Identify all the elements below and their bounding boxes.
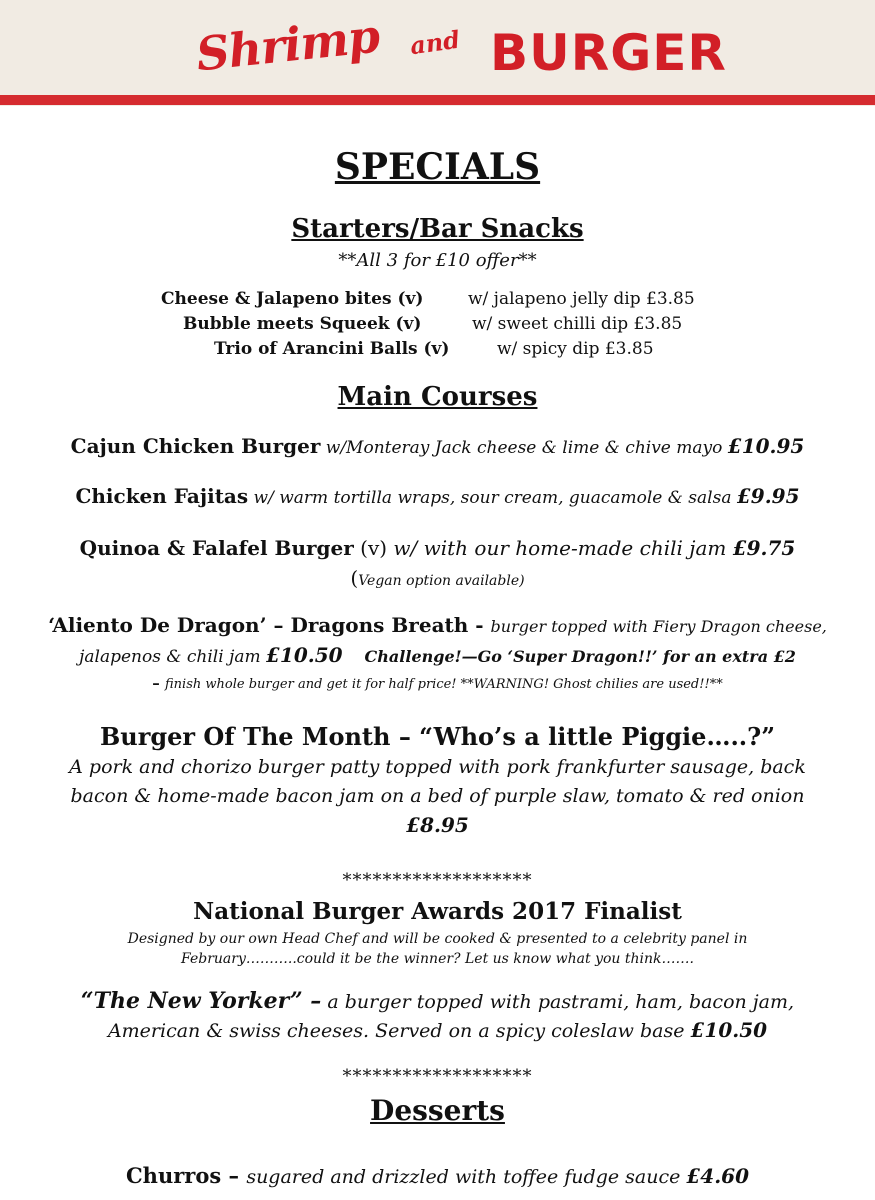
dish-price: £10.95 <box>727 434 805 458</box>
dragon-challenge: Challenge!—Go ‘Super Dragon!!’ for an extra £2 <box>364 647 796 666</box>
starter-dip: w/ sweet chilli dip £3.85 <box>472 314 683 334</box>
starter-item <box>183 314 683 334</box>
menu-item-churros <box>0 1163 875 1188</box>
dish-description: American & swiss cheeses. Served on a spicy coleslaw base <box>107 1020 691 1042</box>
logo-and-text: and <box>408 24 462 61</box>
logo-script-text: Shrimp <box>193 8 382 82</box>
new-yorker-line-2 <box>0 1018 875 1042</box>
menu-item-dragon <box>0 613 875 637</box>
desserts-heading: Desserts <box>370 1094 505 1127</box>
vegan-note-paren: ( <box>350 566 359 590</box>
menu-item-fajitas <box>0 484 875 508</box>
dragon-warning: finish whole burger and get it for half price! **WARNING! Ghost chilies are used!!** <box>165 677 723 692</box>
botm-line-1: A pork and chorizo burger patty topped with pork frankfurter sausage, back <box>69 756 806 778</box>
dish-name: Churros – <box>125 1163 247 1188</box>
starter-dip: w/ jalapeno jelly dip £3.85 <box>468 289 695 309</box>
awards-line-1: Designed by our own Head Chef and will be cooked & presented to a celebrity panel in <box>127 931 748 947</box>
dish-name: Quinoa & Falafel Burger <box>79 536 354 560</box>
header-banner <box>0 0 875 106</box>
starter-item <box>214 339 654 359</box>
dish-price: £4.60 <box>686 1164 750 1188</box>
vegan-note-text: Vegan option available) <box>358 573 525 589</box>
dish-price: £10.50 <box>690 1018 768 1042</box>
dish-price: £9.75 <box>732 536 796 560</box>
mains-heading: Main Courses <box>337 382 538 412</box>
vegetarian-marker: (v) <box>353 536 394 560</box>
menu-item-cajun <box>0 434 875 458</box>
vegan-note <box>0 566 875 590</box>
starter-name: Bubble meets Squeek (v) <box>183 314 422 334</box>
dish-price: £10.50 <box>266 643 343 667</box>
menu-item-quinoa <box>0 536 875 560</box>
header-red-stripe <box>0 95 875 105</box>
dish-description: w/ warm tortilla wraps, sour cream, guacamole & salsa <box>248 488 737 508</box>
starters-heading: Starters/Bar Snacks <box>291 214 584 244</box>
logo-burger-text: BURGER <box>490 24 727 82</box>
menu-item-new-yorker <box>0 988 875 1014</box>
dish-name: “The New Yorker” – <box>80 988 322 1014</box>
divider-stars: ******************* <box>342 1066 533 1087</box>
dish-description: jalapenos & chili jam <box>79 647 266 667</box>
dish-description: burger topped with Fiery Dragon cheese, <box>490 617 827 636</box>
awards-line-2: February………..could it be the winner? Let us know what you think……. <box>181 951 694 967</box>
dish-name: Cajun Chicken Burger <box>70 434 321 458</box>
dragon-line-3 <box>0 673 875 692</box>
awards-heading: National Burger Awards 2017 Finalist <box>193 898 682 925</box>
starter-name: Cheese & Jalapeno bites (v) <box>161 289 424 309</box>
divider-stars: ******************* <box>342 870 533 891</box>
dish-name: ‘Aliento De Dragon’ – Dragons Breath - <box>48 613 491 637</box>
dish-price: £9.95 <box>736 484 800 508</box>
dragon-line-2 <box>0 643 875 667</box>
botm-heading: Burger Of The Month – “Who’s a little Piggie…..?” <box>99 722 776 751</box>
dish-description: sugared and drizzled with toffee fudge sauce <box>246 1166 687 1188</box>
starter-dip: w/ spicy dip £3.85 <box>497 339 654 359</box>
dish-description: w/ with our home-made chili jam <box>393 536 733 560</box>
botm-line-2: bacon & home-made bacon jam on a bed of purple slaw, tomato & red onion <box>70 785 805 807</box>
dish-name: Chicken Fajitas <box>75 484 249 508</box>
dish-description: w/Monteray Jack cheese & lime & chive mayo <box>320 438 728 458</box>
starters-offer: **All 3 for £10 offer** <box>338 250 537 271</box>
dash: – <box>152 674 165 692</box>
page-title: SPECIALS <box>334 146 541 188</box>
starter-item <box>161 289 695 309</box>
starter-name: Trio of Arancini Balls (v) <box>214 339 450 359</box>
botm-price: £8.95 <box>406 813 469 837</box>
dish-description: a burger topped with pastrami, ham, bacon jam, <box>321 991 795 1013</box>
